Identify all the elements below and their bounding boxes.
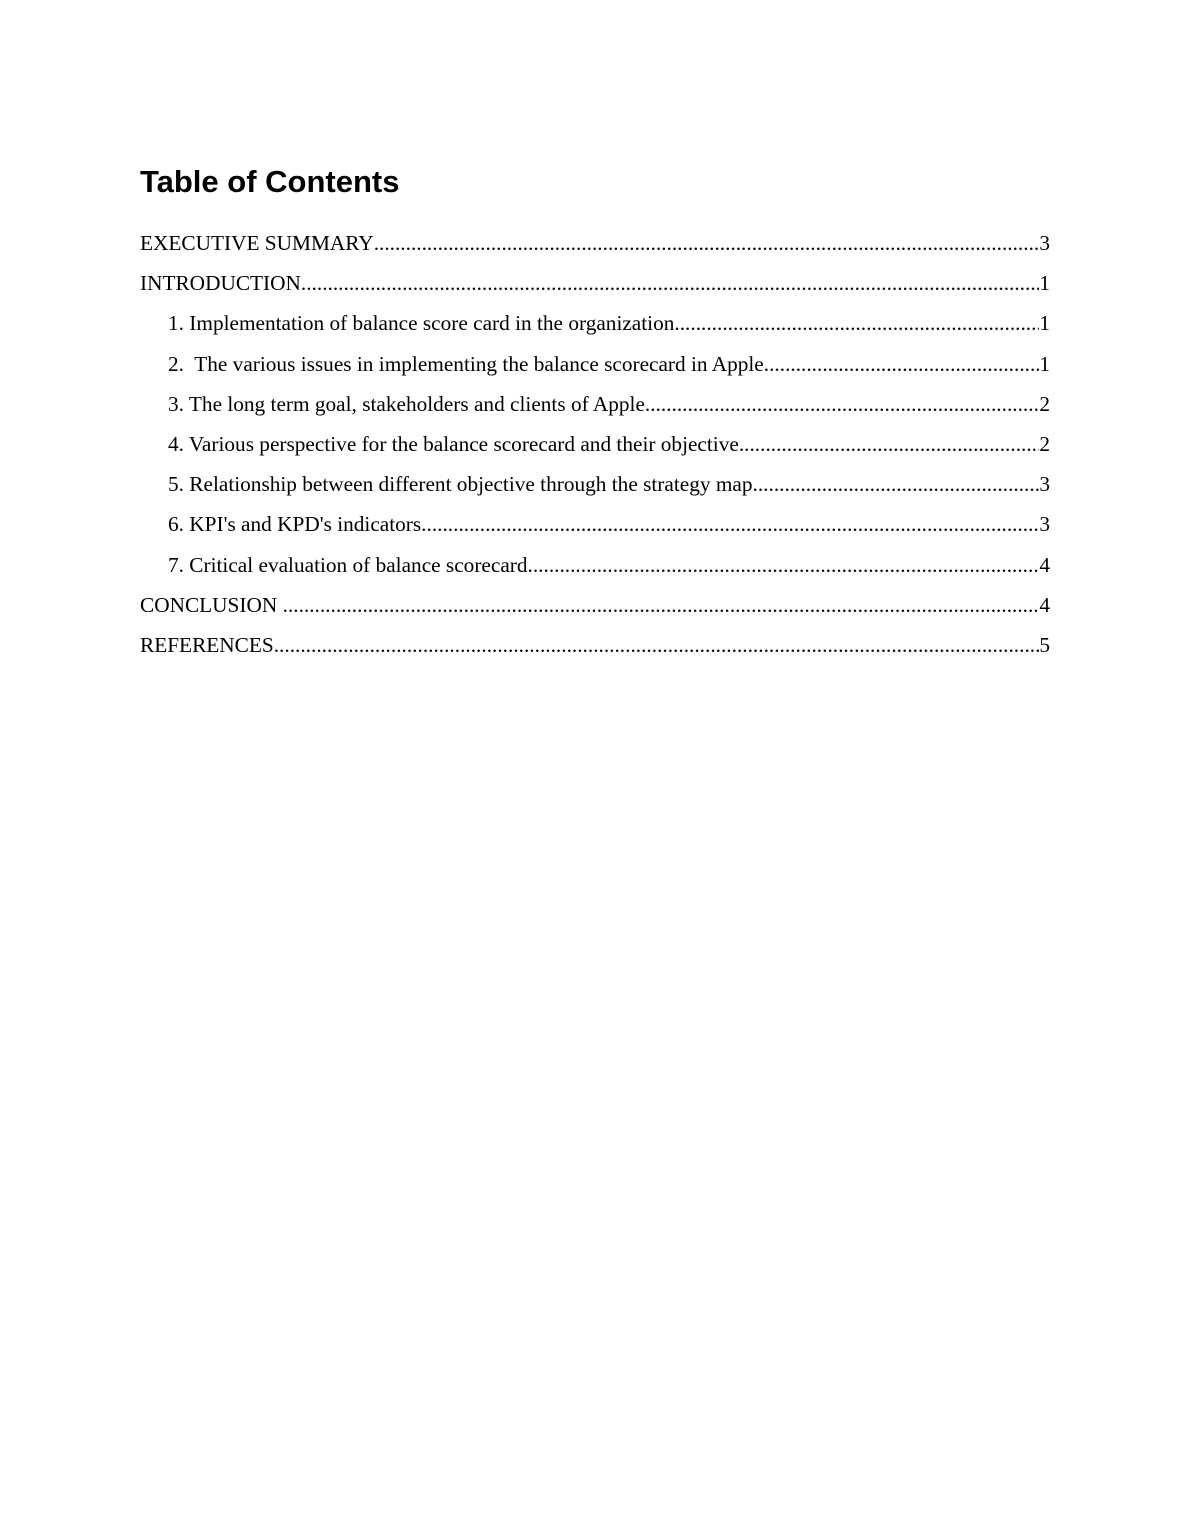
toc-entry-section-6[interactable] xyxy=(140,507,1050,547)
toc-entry-introduction[interactable] xyxy=(140,266,1050,306)
toc-dot-leader xyxy=(739,427,1040,461)
toc-entry-section-1[interactable] xyxy=(140,306,1050,346)
toc-page-number: 5 xyxy=(1039,632,1050,657)
toc-page-number: 1 xyxy=(1039,271,1050,296)
toc-entry-text: 5. Relationship between different objective through the strategy map xyxy=(168,472,753,497)
toc-page-number: 3 xyxy=(1039,512,1050,537)
toc-entry-text: 4. Various perspective for the balance scorecard and their objective xyxy=(168,431,739,456)
toc-entry-text: INTRODUCTION xyxy=(140,271,301,296)
toc-dot-leader xyxy=(301,266,1039,300)
toc-entry-section-2[interactable] xyxy=(140,347,1050,387)
toc-entry-text: 6. KPI's and KPD's indicators xyxy=(168,512,422,537)
toc-dot-leader xyxy=(645,387,1039,421)
toc-entry-section-4[interactable] xyxy=(140,427,1050,467)
toc-dot-leader xyxy=(274,628,1040,662)
toc-dot-leader xyxy=(764,347,1040,381)
toc-entry-section-3[interactable] xyxy=(140,387,1050,427)
toc-entry-text: REFERENCES xyxy=(140,632,274,657)
toc-dot-leader xyxy=(753,467,1040,501)
toc-title: Table of Contents xyxy=(140,164,400,199)
toc-dot-leader xyxy=(528,548,1040,582)
toc-dot-leader xyxy=(374,226,1040,260)
toc-page-number: 2 xyxy=(1039,431,1050,456)
toc-page-number: 2 xyxy=(1039,391,1050,416)
toc-list xyxy=(140,226,1050,668)
toc-entry-text: 7. Critical evaluation of balance scorecard xyxy=(168,552,528,577)
toc-page-number: 3 xyxy=(1039,472,1050,497)
toc-entry-conclusion[interactable] xyxy=(140,588,1050,628)
toc-entry-text: EXECUTIVE SUMMARY xyxy=(140,231,374,255)
toc-entry-executive-summary[interactable] xyxy=(140,226,1050,266)
toc-page-number: 4 xyxy=(1039,592,1050,617)
toc-entry-text: 3. The long term goal, stakeholders and clients of Apple xyxy=(168,391,645,416)
toc-dot-leader xyxy=(421,507,1039,541)
toc-entry-text: CONCLUSION xyxy=(140,592,283,617)
toc-page-number: 1 xyxy=(1039,311,1050,336)
toc-page-number: 3 xyxy=(1039,231,1050,255)
toc-entry-text: 2. The various issues in implementing the balance scorecard in Apple xyxy=(168,351,764,376)
toc-entry-section-7[interactable] xyxy=(140,548,1050,588)
toc-dot-leader xyxy=(283,588,1040,622)
toc-page-number: 1 xyxy=(1039,351,1050,376)
toc-entry-text: 1. Implementation of balance score card in the organization xyxy=(168,311,675,336)
toc-entry-section-5[interactable] xyxy=(140,467,1050,507)
toc-entry-references[interactable] xyxy=(140,628,1050,668)
toc-page-number: 4 xyxy=(1039,552,1050,577)
toc-dot-leader xyxy=(674,306,1039,340)
